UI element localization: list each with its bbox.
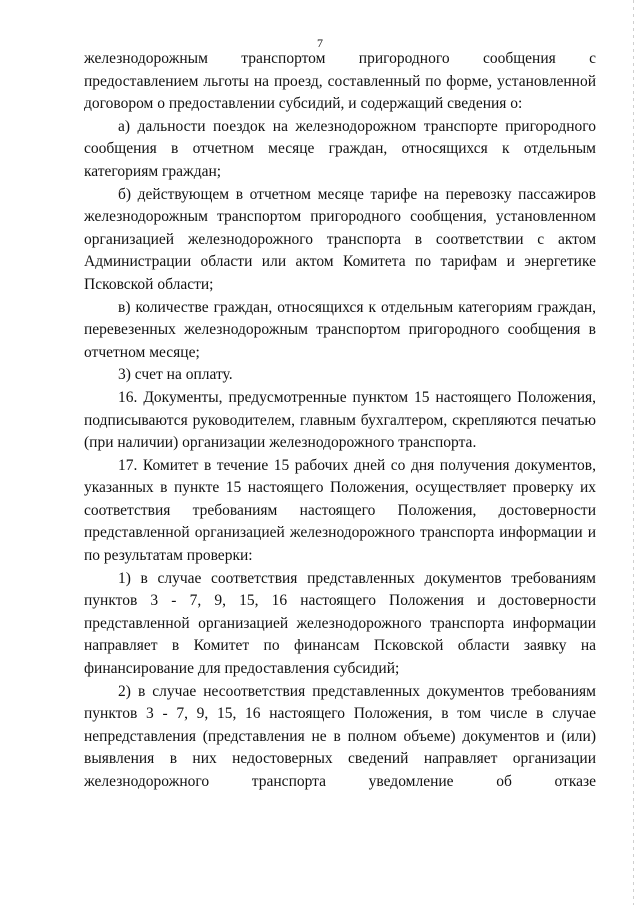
document-body <box>84 48 596 794</box>
paragraph-item-3: 3) счет на оплату. <box>118 366 233 384</box>
paragraph-item-v: в) количестве граждан, относящихся к отдельным категориям граждан, перевезенных железнодорожным транспортом пригородного сообщения в отчетном месяце; <box>84 298 596 361</box>
paragraph-clause-16: 16. Документы, предусмотренные пунктом 15 настоящего Положения, подписываются руководителем, главным бухгалтером, скрепляются печатью (при наличии) организации железнодорожного транспорта. <box>84 388 596 452</box>
paragraph-item-b: б) действующем в отчетном месяце тарифе на перевозку пассажиров железнодорожным транспортом пригородного сообщения, установленном организацией железнодорожного транспорта в соответствии с актом Администрации области или актом Комитета по тарифам и энергетике Псковской области; <box>84 185 596 293</box>
paragraph-item-a: а) дальности поездок на железнодорожном транспорте пригородного сообщения в отчетном месяце граждан, относящихся к отдельным категориям граждан; <box>84 117 596 180</box>
page-number: 7 <box>317 36 323 50</box>
paragraph-clause-17-item-1: 1) в случае соответствия представленных документов требованиям пунктов 3 - 7, 9, 15, 16 настоящего Положения и достоверности представленной организацией железнодорожного транспорта информации направляет в Комитет по финансам Псковской области заявку на финансирование для предоставления субсидий; <box>84 569 596 678</box>
paragraph-clause-17-item-2: 2) в случае несоответствия представленных документов требованиям пунктов 3 - 7, 9, 15, 16 настоящего Положения, в том числе в случае непредставления (представления не в полном объеме) документов и (или) выявления в них недостоверных сведений направляет организации железнодорожного транспорта уведомление об отказе <box>84 682 596 790</box>
paragraph-report-continuation: железнодорожным транспортом пригородного сообщения с предоставлением льготы на проезд, составленный по форме, установленной договором о предоставлении субсидий, и содержащий сведения о: <box>84 50 596 113</box>
paragraph-clause-17: 17. Комитет в течение 15 рабочих дней со дня получения документов, указанных в пункте 15 настоящего Положения, осуществляет проверку их соответствия требованиям настоящего Положения, достоверности представленной организацией железнодорожного транспорта информации и по результатам проверки: <box>84 456 596 565</box>
scan-edge-artifact <box>633 0 634 905</box>
